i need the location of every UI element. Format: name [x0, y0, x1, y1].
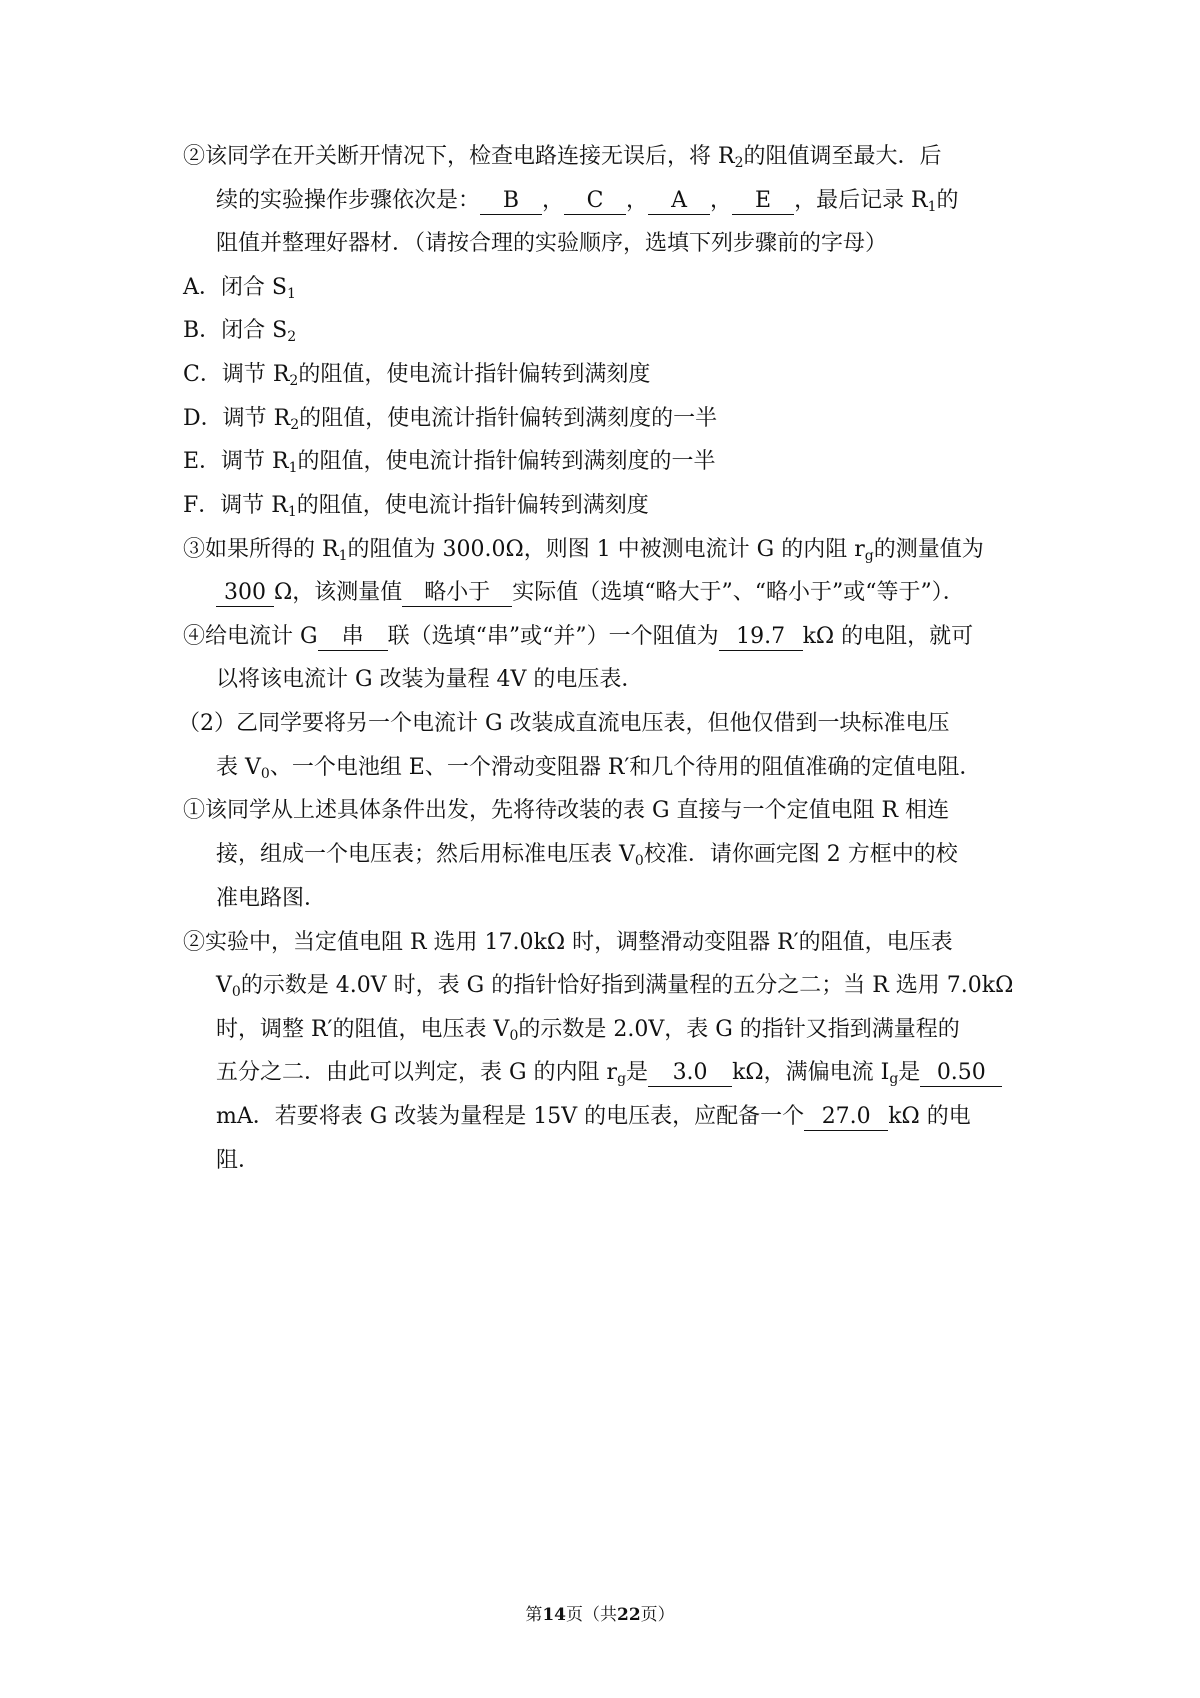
- answer-blank: 19.7: [719, 624, 803, 651]
- part2-q1-line-1: ①该同学从上述具体条件出发，先将待改装的表 G 直接与一个定值电阻 R 相连: [183, 798, 950, 823]
- answer-blank: 串: [318, 624, 388, 651]
- answer-blank: 27.0: [804, 1104, 888, 1131]
- part2-q1-line-3: 准电路图．: [216, 886, 327, 911]
- q3-line-2: 300 Ω，该测量值 略小于 实际值（选填“略大于”、“略小于”或“等于”）．: [216, 578, 965, 608]
- option-a: A．闭合 $S_1$: [183, 275, 296, 302]
- part2-q2-line-1: ②实验中，当定值电阻 R 选用 17.0kΩ 时，调整滑动变阻器 R′的阻值，电压表: [183, 930, 953, 955]
- q2-line-3: 阻值并整理好器材．（请按合理的实验顺序，选填下列步骤前的字母）: [216, 231, 888, 256]
- answer-blank: E: [732, 188, 794, 215]
- answer-blank: 3.0: [648, 1060, 732, 1087]
- part2-q2-line-5: mA．若要将表 G 改装为量程是 15V 的电压表，应配备一个 27.0 kΩ 的电: [216, 1104, 971, 1129]
- q4-line-1: ④给电流计 G 串 联（选填“串”或“并”）一个阻值为 19.7 kΩ 的电阻，就可: [183, 624, 974, 649]
- q2-line-1: ②该同学在开关断开情况下，检查电路连接无误后，将 $R_2$的阻值调至最大．后: [183, 144, 942, 171]
- q2-line-2: 续的实验操作步骤依次是： B ， C ， A ， E ，最后记录 $R_1$的: [216, 188, 959, 215]
- q4-line-2: 以将该电流计 G 改装为量程 4V 的电压表．: [216, 667, 644, 692]
- q3-line-1: ③如果所得的 $R_1$的阻值为 300.0Ω，则图 1 中被测电流计 G 的内阻 $r_g$的测量值为: [183, 537, 984, 564]
- answer-blank: A: [648, 188, 710, 215]
- option-f: F．调节 $R_1$的阻值，使电流计指针偏转到满刻度: [183, 493, 649, 520]
- part2-line-2: 表 $V_0$、一个电池组 E、一个滑动变阻器 R′和几个待用的阻值准确的定值电阻．: [216, 755, 982, 782]
- page-total: 22: [617, 1605, 641, 1625]
- part2-q2-line-4: 五分之二．由此可以判定，表 G 的内阻 $r_g$是 3.0 kΩ，满偏电流 $I_g$是 0.50: [216, 1058, 1002, 1088]
- option-d: D．调节 $R_2$的阻值，使电流计指针偏转到满刻度的一半: [183, 406, 718, 433]
- page-number: 14: [542, 1605, 566, 1625]
- answer-blank: 300: [216, 580, 274, 607]
- option-c: C．调节 $R_2$的阻值，使电流计指针偏转到满刻度: [183, 362, 651, 389]
- option-b: B．闭合 $S_2$: [183, 318, 297, 345]
- part2-q2-line-2: $V_0$的示数是 4.0V 时，表 G 的指针恰好指到满量程的五分之二；当 R 选用 7.0kΩ: [216, 973, 1014, 1000]
- part2-line-1: （2）乙同学要将另一个电流计 G 改装成直流电压表，但他仅借到一块标准电压: [178, 711, 950, 736]
- answer-blank: B: [480, 188, 542, 215]
- answer-blank: 0.50: [920, 1060, 1002, 1087]
- part2-q1-line-2: 接，组成一个电压表；然后用标准电压表 $V_0$校准．请你画完图 2 方框中的校: [216, 842, 958, 869]
- option-e: E．调节 $R_1$的阻值，使电流计指针偏转到满刻度的一半: [183, 449, 716, 476]
- answer-blank: C: [564, 188, 626, 215]
- page-footer: 第14页（共22页）: [525, 1605, 675, 1625]
- answer-blank: 略小于: [402, 580, 512, 607]
- part2-q2-line-3: 时，调整 R′的阻值，电压表 $V_0$的示数是 2.0V，表 G 的指针又指到满量程的: [216, 1017, 960, 1044]
- part2-q2-line-6: 阻．: [216, 1148, 261, 1173]
